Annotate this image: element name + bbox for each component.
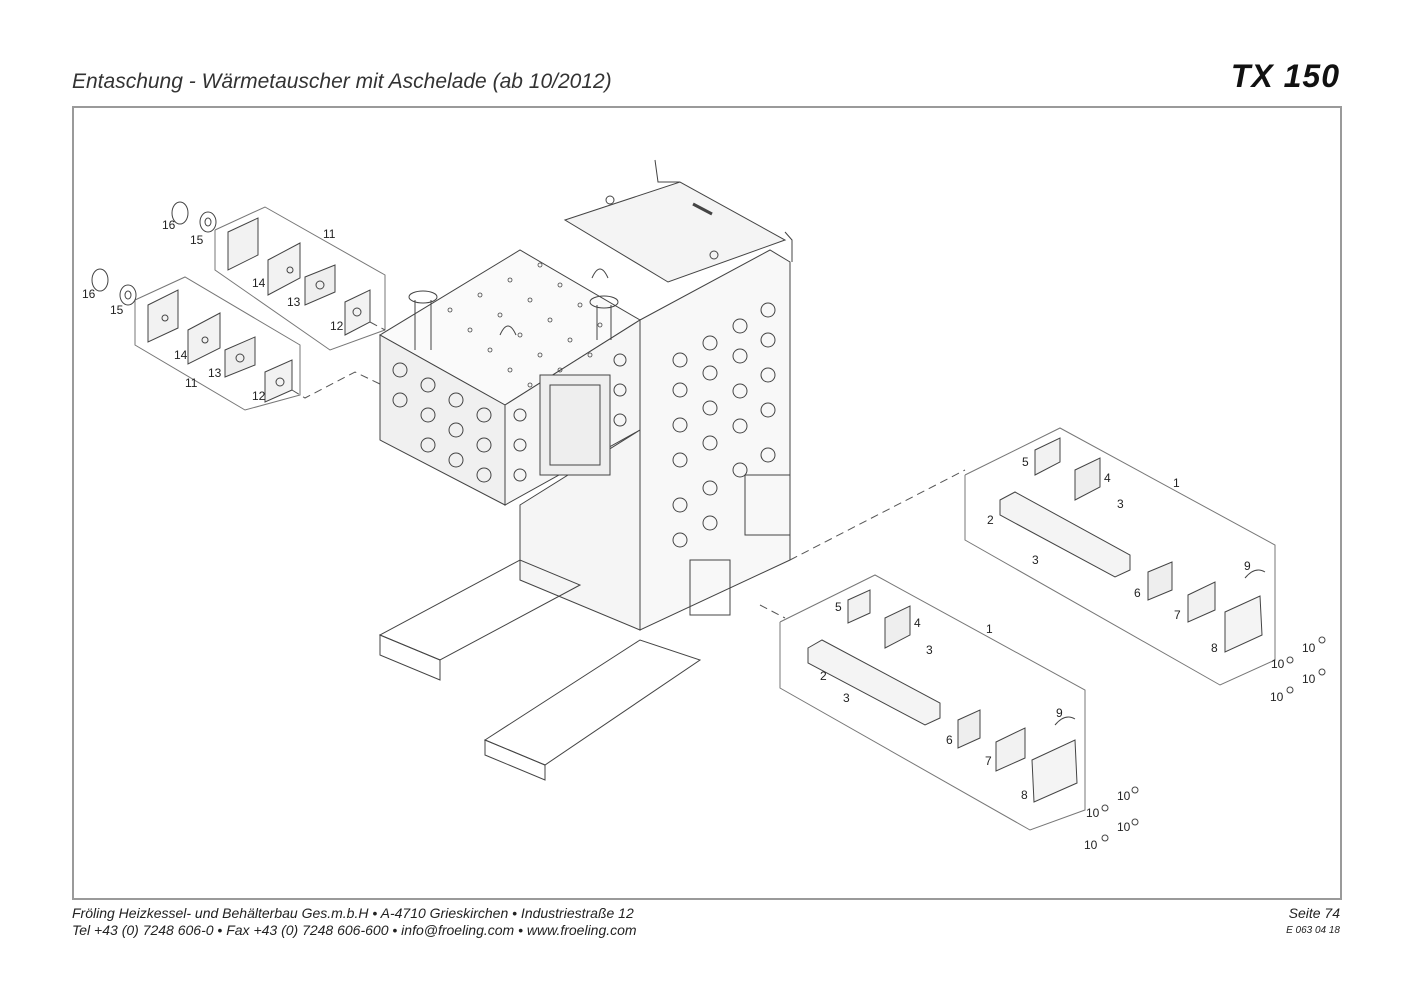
callout-10: 10 [1117, 789, 1131, 803]
callout-4: 4 [914, 616, 921, 630]
callout-6: 6 [946, 733, 953, 747]
callout-3: 3 [926, 643, 933, 657]
callout-15: 15 [110, 303, 124, 317]
callout-10: 10 [1117, 820, 1131, 834]
footer-address: Fröling Heizkessel- und Behälterbau Ges.m.b.H • A-4710 Grieskirchen • Industriestraße 12 [72, 905, 634, 921]
callout-11: 11 [323, 227, 336, 241]
callout-7: 7 [1174, 608, 1181, 622]
callout-16: 16 [82, 287, 96, 301]
callout-1: 1 [986, 622, 993, 636]
callout-13: 13 [287, 295, 301, 309]
callout-10: 10 [1270, 690, 1284, 704]
callout-12: 12 [330, 319, 344, 333]
callout-5: 5 [835, 600, 842, 614]
callout-10: 10 [1084, 838, 1098, 852]
callout-9: 9 [1056, 706, 1063, 720]
ash-drawer-assembly-middle [780, 575, 1085, 830]
callout-10: 10 [1302, 672, 1316, 686]
callout-6: 6 [1134, 586, 1141, 600]
callout-13: 13 [208, 366, 222, 380]
callout-16: 16 [162, 218, 176, 232]
page-title: Entaschung - Wärmetauscher mit Aschelade (ab 10/2012) [72, 70, 612, 93]
callout-14: 14 [174, 348, 188, 362]
callout-12: 12 [252, 389, 266, 403]
callout-8: 8 [1021, 788, 1028, 802]
callout-3: 3 [1117, 497, 1124, 511]
callout-9: 9 [1244, 559, 1251, 573]
page-number: Seite 74 [1288, 905, 1340, 921]
callout-15: 15 [190, 233, 204, 247]
callout-10: 10 [1271, 657, 1285, 671]
footer-contact: Tel +43 (0) 7248 606-0 • Fax +43 (0) 7248 606-600 • info@froeling.com • www.froeling.com [72, 922, 637, 938]
callout-2: 2 [820, 669, 827, 683]
callout-10: 10 [1086, 806, 1100, 820]
callout-3: 3 [1032, 553, 1039, 567]
callout-10: 10 [1302, 641, 1316, 655]
callout-2: 2 [987, 513, 994, 527]
callout-7: 7 [985, 754, 992, 768]
callout-1: 1 [1173, 476, 1180, 490]
callout-11: 11 [185, 376, 198, 390]
callout-4: 4 [1104, 471, 1111, 485]
screws [1102, 637, 1325, 841]
callout-14: 14 [252, 276, 266, 290]
callout-5: 5 [1022, 455, 1029, 469]
callout-3: 3 [843, 691, 850, 705]
document-number: E 063 04 18 [1286, 925, 1340, 936]
callout-8: 8 [1211, 641, 1218, 655]
model-name: TX 150 [1230, 58, 1340, 94]
ash-drawer-assembly-right [965, 428, 1275, 685]
boiler-body [380, 160, 792, 780]
